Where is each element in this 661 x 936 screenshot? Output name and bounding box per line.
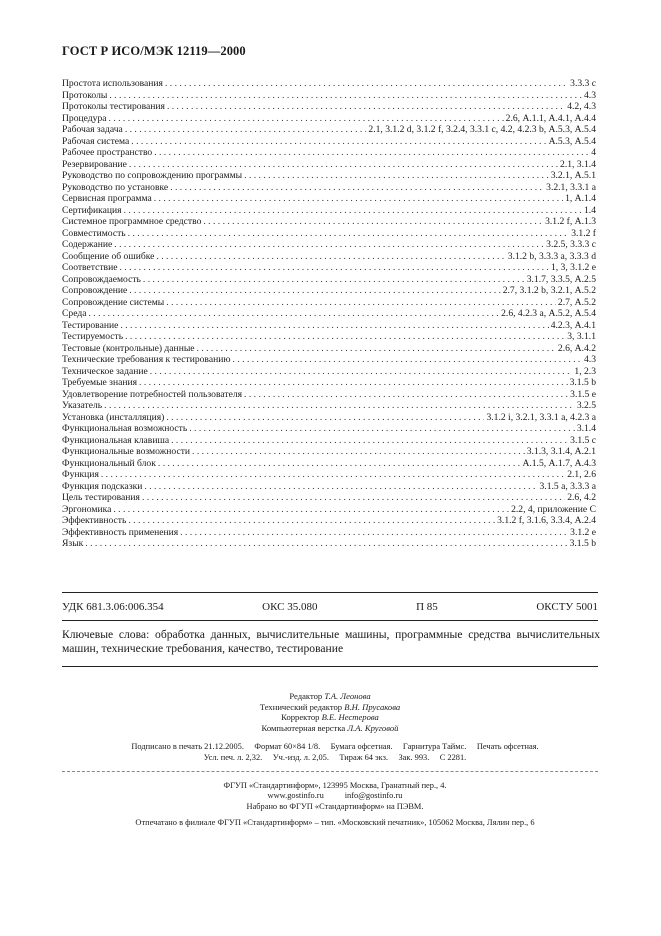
index-entry	[62, 412, 596, 424]
index-reference: 4.3	[584, 354, 596, 365]
index-reference: 1, А.1.4	[565, 193, 596, 204]
index-reference: 3.1.2 f, 3.1.6, 3.3.4, А.2.4	[497, 515, 596, 526]
index-entry	[62, 354, 596, 366]
index-term: Рабочая система	[62, 135, 130, 147]
index-term: Функциональная клавиша	[62, 434, 170, 446]
index-entry	[62, 262, 596, 274]
index-reference: 2.6, 4.2.3 a, А.5.2, А.5.4	[501, 308, 596, 319]
dot-leader	[128, 228, 570, 240]
index-term: Функция	[62, 469, 99, 480]
dot-leader	[139, 377, 568, 389]
index-entry	[62, 515, 596, 527]
index-term: Совместимость	[62, 227, 126, 239]
dot-leader	[233, 354, 582, 366]
index-term: Удовлетворение потребностей пользователя	[62, 388, 243, 400]
index-term: Простота использования	[62, 78, 163, 89]
document-header: ГОСТ Р ИСО/МЭК 12119—2000	[62, 44, 246, 58]
index-reference: 1, 3, 3.1.2 e	[550, 262, 596, 273]
index-reference: 2.7, 3.1.2 b, 3.2.1, А.5.2	[502, 285, 596, 296]
index-entry	[62, 170, 596, 182]
index-entry	[62, 320, 596, 332]
index-term: Сопровождаемость	[62, 273, 141, 285]
index-term: Рабочее пространство	[62, 147, 153, 158]
index-reference: 2.1, 2.6	[567, 469, 596, 480]
index-entry	[62, 469, 596, 481]
dot-leader	[129, 159, 558, 171]
divider-middle	[62, 620, 598, 621]
index-reference: 2.2, 4, приложение C	[511, 503, 596, 515]
dot-leader	[171, 435, 568, 447]
index-entry	[62, 90, 596, 102]
credit-tech-editor: Технический редактор В.Н. Прусакова	[259, 701, 401, 712]
index-reference: 4	[591, 147, 596, 158]
index-entry	[62, 446, 596, 458]
index-term: Эффективность	[62, 515, 127, 526]
index-entry	[62, 527, 596, 539]
dot-leader	[104, 400, 575, 412]
dot-leader	[124, 205, 582, 217]
index-term: Установка (инсталляция)	[62, 411, 165, 423]
index-reference: 3.2.5, 3.3.3 c	[546, 239, 596, 250]
index-reference: 3.1.2 e	[570, 526, 596, 538]
group-code: П 85	[416, 601, 438, 613]
index-entry	[62, 435, 596, 447]
dot-leader	[192, 446, 525, 458]
index-reference: 4.2.3, А.4.1	[550, 319, 596, 331]
index-entry	[62, 343, 596, 355]
dashed-divider	[62, 771, 598, 772]
index-entry	[62, 251, 596, 263]
index-reference: 2.6, 4.2	[567, 492, 596, 503]
dot-leader	[166, 297, 556, 309]
index-reference: 3.1.2 f	[571, 227, 596, 239]
print-info-line-1: Подписано в печать 21.12.2005. Формат 60×84 1/8. Бумага офсетная. Гарнитура Таймс. Печать офсетная.	[131, 742, 539, 751]
footer-line-2: www.gostinfo.ru info@gostinfo.ru	[267, 791, 403, 801]
dot-leader	[167, 101, 565, 113]
dot-leader	[197, 343, 556, 355]
dot-leader	[165, 78, 568, 90]
index-term: Процедура	[62, 112, 107, 124]
index-term: Руководство по установке	[62, 181, 169, 193]
credits-block	[62, 691, 598, 733]
index-entry	[62, 78, 596, 90]
credit-proofreader: Корректор В.Е. Нестерова	[281, 712, 379, 722]
dot-leader	[125, 331, 565, 343]
index-entry	[62, 492, 596, 504]
index-reference: 2.1, 3.1.2 d, 3.1.2 f, 3.2.4, 3.3.1 c, 4.2, 4.2.3 b, А.5.3, А.5.4	[368, 124, 596, 135]
dot-leader	[189, 423, 575, 435]
index-reference: А.5.3, А.5.4	[548, 135, 596, 147]
dot-leader	[128, 515, 495, 527]
index-term: Функциональная возможность	[62, 423, 188, 434]
index-term: Сопровождение системы	[62, 296, 165, 308]
index-entry	[62, 193, 596, 205]
dot-leader	[166, 412, 484, 424]
index-reference: 2.1, 3.1.4	[560, 158, 596, 170]
index-entry	[62, 504, 596, 516]
index-term: Техническое задание	[62, 365, 148, 377]
index-term: Соответствие	[62, 262, 118, 273]
index-term: Требуемые знания	[62, 377, 138, 388]
index-reference: 2.6, А.1.1, А.4.1, А.4.4	[505, 112, 596, 124]
dot-leader	[244, 170, 549, 182]
index-entry	[62, 481, 596, 493]
dot-leader	[109, 113, 504, 125]
footer-line-3: Набрано во ФГУП «Стандартинформ» на ПЭВМ.	[246, 801, 424, 811]
index-entry	[62, 308, 596, 320]
index-reference: 3.1.2 b, 3.3.3 a, 3.3.3 d	[507, 250, 596, 262]
print-info	[62, 742, 608, 763]
index-entry	[62, 124, 596, 136]
divider-bottom	[62, 666, 598, 667]
index-reference: 3.1.4	[576, 423, 596, 434]
index-term: Сопровождение	[62, 285, 128, 296]
index-entry	[62, 113, 596, 125]
index-reference: 3.2.1, 3.3.1 a	[546, 181, 596, 193]
index-entry	[62, 377, 596, 389]
dot-leader	[154, 193, 563, 205]
footer-line-1: ФГУП «Стандартинформ», 123995 Москва, Гранатный пер., 4.	[223, 781, 447, 790]
dot-leader	[113, 504, 509, 516]
index-reference: 2.7, А.5.2	[557, 296, 596, 308]
index-entry	[62, 274, 596, 286]
index-reference: 3, 3.1.1	[567, 331, 596, 342]
index-term: Рабочая задача	[62, 124, 123, 135]
index-term: Тестовые (контрольные) данные	[62, 342, 195, 354]
index-entry	[62, 239, 596, 251]
index-term: Функциональный блок	[62, 457, 156, 469]
dot-leader	[120, 320, 548, 332]
index-entry	[62, 182, 596, 194]
dot-leader	[119, 262, 548, 274]
oks-code: ОКС 35.080	[262, 601, 318, 613]
index-term: Указатель	[62, 400, 103, 411]
index-term: Тестируемость	[62, 331, 124, 342]
index-term: Резервирование	[62, 158, 127, 170]
index-entry	[62, 538, 596, 550]
dot-leader	[170, 182, 544, 194]
index-entry	[62, 228, 596, 240]
index-reference: 3.1.2 f, А.1.3	[545, 216, 596, 227]
index-entry	[62, 101, 596, 113]
index-term: Функциональные возможности	[62, 446, 191, 457]
index-term: Сертификация	[62, 204, 122, 216]
subject-index	[62, 78, 596, 550]
index-reference: 3.2.5	[576, 400, 596, 411]
keywords-text: Ключевые слова: обработка данных, вычислительные машины, программные средства вычислительных машин, технические требования, качество, тестирование	[62, 628, 600, 655]
dot-leader	[158, 458, 521, 470]
dot-leader	[85, 538, 567, 550]
dot-leader	[142, 492, 565, 504]
index-entry	[62, 136, 596, 148]
index-entry	[62, 400, 596, 412]
index-term: Протоколы	[62, 89, 108, 101]
okstu-code: ОКСТУ 5001	[536, 601, 598, 613]
index-reference: 2.6, А.4.2	[557, 342, 596, 354]
index-reference: 3.1.5 c	[570, 434, 596, 446]
credit-editor: Редактор Т.А. Леонова	[289, 691, 371, 701]
index-reference: 1, 2.3	[574, 365, 596, 377]
index-reference: 3.1.5 a, 3.3.3 a	[539, 480, 596, 492]
dot-leader	[125, 124, 367, 136]
index-reference: 3.1.5 e	[570, 388, 596, 400]
index-term: Цель тестирования	[62, 492, 140, 503]
index-term: Содержание	[62, 239, 113, 250]
index-term: Среда	[62, 308, 87, 319]
index-entry	[62, 297, 596, 309]
dot-leader	[156, 251, 505, 263]
dot-leader	[101, 469, 565, 481]
index-reference: 3.1.7, 3.3.5, А.2.5	[526, 273, 596, 285]
dot-leader	[203, 216, 543, 228]
divider-top	[62, 592, 598, 593]
udk-code: УДК 681.3.06:006.354	[62, 601, 164, 613]
index-entry	[62, 216, 596, 228]
index-reference: 3.1.3, 3.1.4, А.2.1	[526, 446, 596, 457]
footer-line-4: Отпечатано в филиале ФГУП «Стандартинформ» – тип. «Московский печатник», 105062 Москва, Лялин пер., 6	[135, 817, 535, 827]
index-entry	[62, 423, 596, 435]
dot-leader	[114, 239, 544, 251]
dot-leader	[109, 90, 582, 102]
index-reference: 3.1.5 b	[569, 538, 596, 549]
index-term: Эргономика	[62, 503, 112, 515]
index-entry	[62, 147, 596, 159]
index-entry	[62, 331, 596, 343]
dot-leader	[180, 527, 568, 539]
index-entry	[62, 205, 596, 217]
publisher-footer	[62, 781, 608, 828]
index-term: Технические требования к тестированию	[62, 354, 231, 365]
index-reference: 3.1.5 b	[569, 377, 596, 388]
index-term: Руководство по сопровождению программы	[62, 170, 243, 181]
index-term: Эффективность применения	[62, 526, 179, 538]
dot-leader	[144, 481, 537, 493]
index-entry	[62, 159, 596, 171]
index-entry	[62, 366, 596, 378]
dot-leader	[143, 274, 525, 286]
index-term: Протоколы тестирования	[62, 101, 165, 112]
classification-line	[62, 601, 598, 613]
index-term: Сервисная программа	[62, 193, 152, 204]
index-term: Сообщение об ошибке	[62, 250, 155, 262]
index-reference: 3.1.2 i, 3.2.1, 3.3.1 a, 4.2.3 a	[486, 411, 596, 423]
credit-layout: Компьютерная верстка Л.А. Круговой	[261, 722, 399, 733]
index-reference: 4.2, 4.3	[567, 101, 596, 112]
dot-leader	[88, 308, 499, 320]
index-entry	[62, 285, 596, 297]
index-term: Функция подсказки	[62, 480, 143, 492]
dot-leader	[154, 147, 589, 159]
index-entry	[62, 389, 596, 401]
print-info-line-2: Усл. печ. л. 2,32. Уч.-изд. л. 2,05. Тираж 64 экз. Зак. 993. С 2281.	[203, 752, 467, 762]
index-reference: 3.2.1, А.5.1	[550, 170, 596, 181]
dot-leader	[129, 285, 500, 297]
index-entry	[62, 458, 596, 470]
index-term: Тестирование	[62, 319, 119, 331]
dot-leader	[131, 136, 546, 148]
dot-leader	[244, 389, 568, 401]
index-reference: 1.4	[584, 204, 596, 216]
index-reference: А.1.5, А.1.7, А.4.3	[522, 457, 596, 469]
dot-leader	[150, 366, 573, 378]
index-term: Системное программное средство	[62, 216, 202, 227]
index-term: Язык	[62, 538, 84, 549]
index-reference: 3.3.3 c	[570, 78, 596, 89]
index-reference: 4.3	[584, 89, 596, 101]
